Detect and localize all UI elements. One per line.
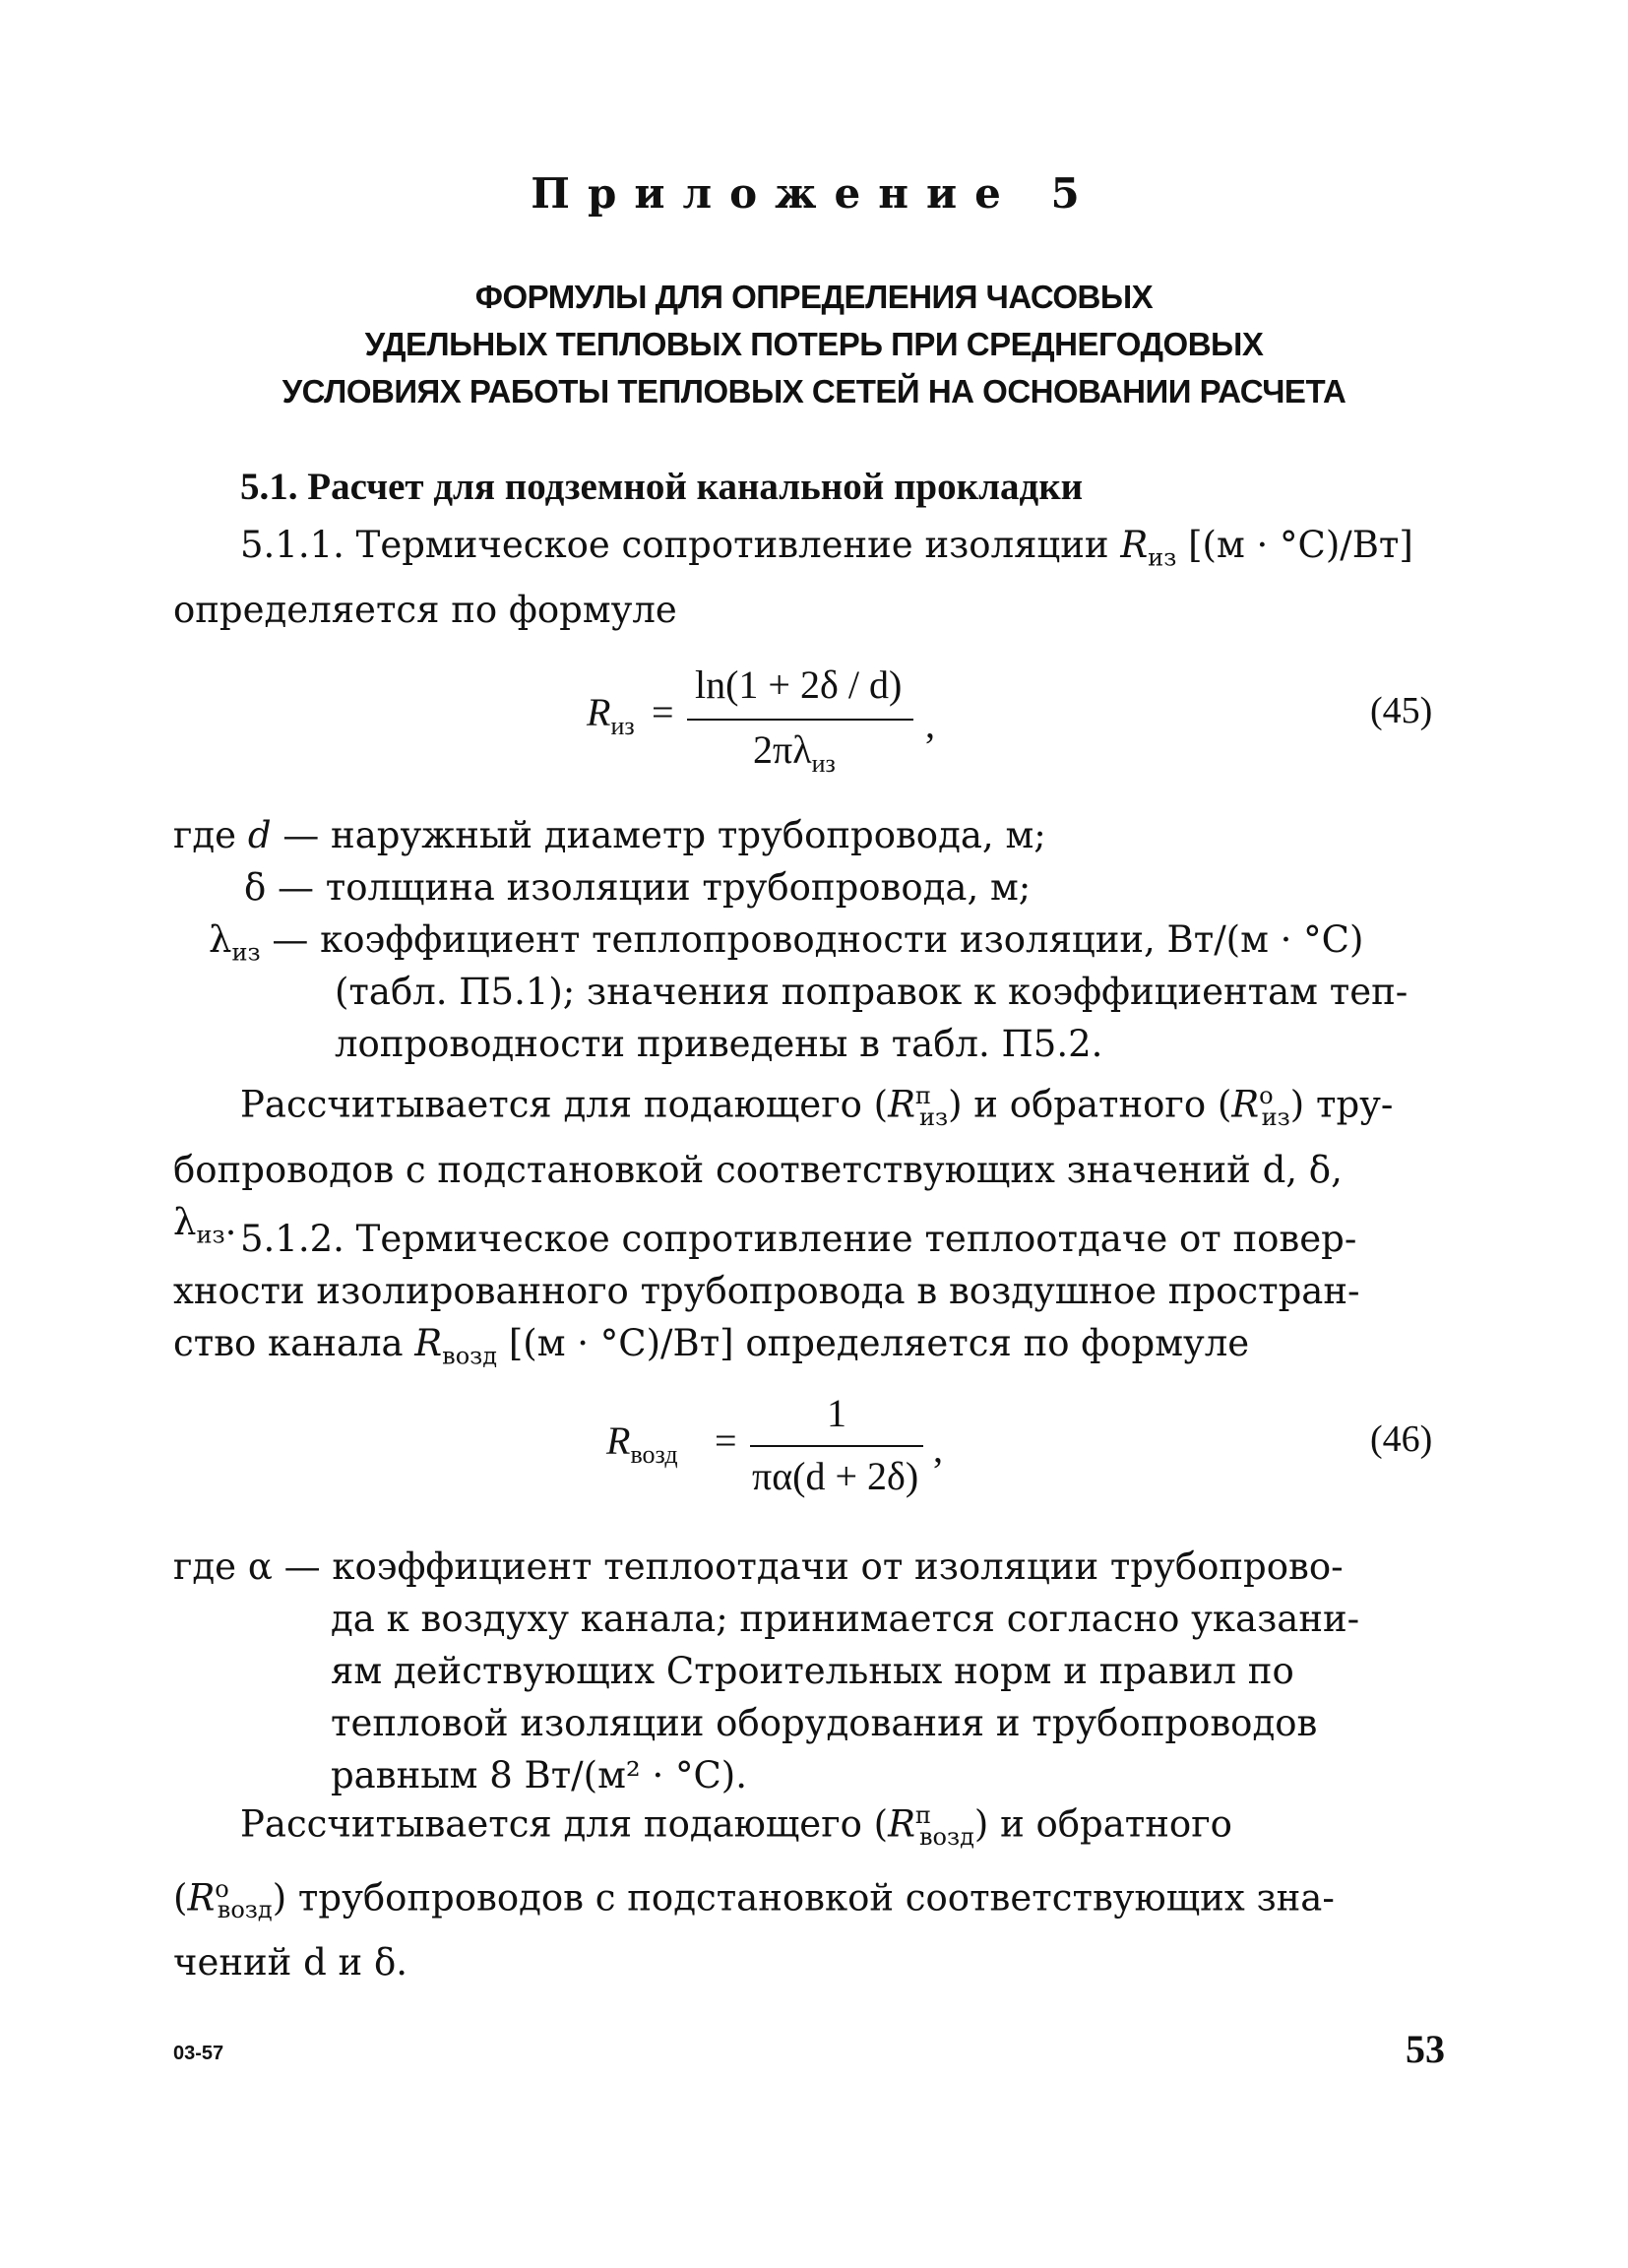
p512-line-3: ство канала $R_{возд}$ [(м · °С)/Вт] определяется по формуле [173, 1322, 1250, 1370]
formula46-numerator: 1 [827, 1391, 846, 1435]
p512-line-1: 5.1.2. Термическое сопротивление теплоотдаче от повер- [240, 1218, 1357, 1260]
p511-r-subscript: из [1148, 543, 1177, 572]
where-alpha-cont-2: ям действующих Строительных норм и правил по [331, 1650, 1294, 1692]
calc-note-2-line-3: чений d и δ. [173, 1941, 408, 1984]
formula46-fraction-bar [750, 1445, 923, 1447]
formula46-number: (46) [1370, 1418, 1433, 1460]
where-alpha: где α — коэффициент теплоотдачи от изоляции трубопрово- [173, 1545, 1344, 1588]
formula45-fraction-bar [687, 719, 913, 721]
formula45-numerator: ln(1 + 2δ / d) [695, 662, 903, 707]
where-list-45 [173, 809, 1455, 1070]
p511-text-c: определяется по формуле [173, 589, 677, 632]
p512-line-2: хности изолированного трубопровода в воздушное простран- [173, 1270, 1360, 1312]
calc-note-1-line-3: $\lambda_{из}$. [173, 1200, 237, 1249]
where-delta: δ — толщина изоляции трубопровода, м; [244, 866, 1032, 909]
appendix-title [0, 274, 1628, 415]
formula46-comma: , [933, 1426, 943, 1471]
title-line-2: УДЕЛЬНЫХ ТЕПЛОВЫХ ПОТЕРЬ ПРИ СРЕДНЕГОДОВЫХ [364, 326, 1264, 362]
title-line-1: ФОРМУЛЫ ДЛЯ ОПРЕДЕЛЕНИЯ ЧАСОВЫХ [474, 279, 1154, 315]
footer-code: 03-57 [173, 2043, 224, 2064]
calc-note-1: Рассчитывается для подающего $(R^п_{из})$ и обратного $(R^о_{из})$ тру- бопроводов с подстановкой соответствующих значений d, δ, $\lambda_{из}$. [173, 1070, 1455, 1261]
where-lambda: $\lambda_{из}$ — коэффициент теплопроводности изоляции, Вт/(м · °С) [209, 918, 1364, 967]
where-alpha-cont-1: да к воздуху канала; принимается согласно указани- [331, 1598, 1360, 1640]
where-d: где d — наружный диаметр трубопровода, м; [173, 814, 1046, 856]
calc-note-2: Рассчитывается для подающего $(R^п_{возд})$ и обратного $(R^о_{возд})$ трубопроводов с подстановкой соответствующих зна- чений d и δ. [173, 1790, 1455, 1988]
where-alpha-cont-3: тепловой изоляции оборудования и трубопроводов [331, 1702, 1318, 1744]
formula45-denominator: $2\pi\lambda_{из}$ [753, 727, 836, 778]
where-lambda-cont-2: лопроводности приведены в табл. П5.2. [335, 1023, 1103, 1065]
formula46-lhs: $R_{возд}$ [606, 1418, 678, 1469]
calc-note-1-line-2: бопроводов с подстановкой соответствующих значений d, δ, [173, 1148, 1343, 1191]
appendix-label: Приложение 5 [531, 169, 1097, 218]
formula46-equals: = [715, 1418, 737, 1463]
page-number: 53 [1406, 2027, 1445, 2071]
where-lambda-cont-1: (табл. П5.1); значения поправок к коэффициентам теп- [335, 971, 1409, 1013]
formula46-denominator: πα(d + 2δ) [752, 1454, 919, 1498]
formula45-comma: , [925, 702, 935, 746]
p511-unit: [(м · °С)/Вт] [1176, 524, 1413, 566]
formula45-lhs: $R_{из}$ [587, 690, 635, 740]
paragraph-5-1-2 [173, 1213, 1455, 1382]
where-alpha-cont-4: равным 8 Вт/(м² · °С). [331, 1754, 747, 1796]
p511-r-symbol: R [1120, 524, 1149, 566]
formula45-equals: = [652, 690, 674, 734]
formula45-number: (45) [1370, 690, 1433, 731]
title-line-3: УСЛОВИЯХ РАБОТЫ ТЕПЛОВЫХ СЕТЕЙ НА ОСНОВАНИИ РАСЧЕТА [282, 373, 1346, 410]
where-list-46 [173, 1541, 1455, 1801]
paragraph-5-1-1 [173, 519, 1455, 636]
calc-note-2-line-2: $(R^о_{возд})$ трубопроводов с подстановкой соответствующих зна- [173, 1874, 1335, 1924]
section-heading-5-1: 5.1. Расчет для подземной канальной прокладки [240, 466, 1084, 508]
p511-text-a: 5.1.1. Термическое сопротивление изоляции [240, 524, 1121, 566]
